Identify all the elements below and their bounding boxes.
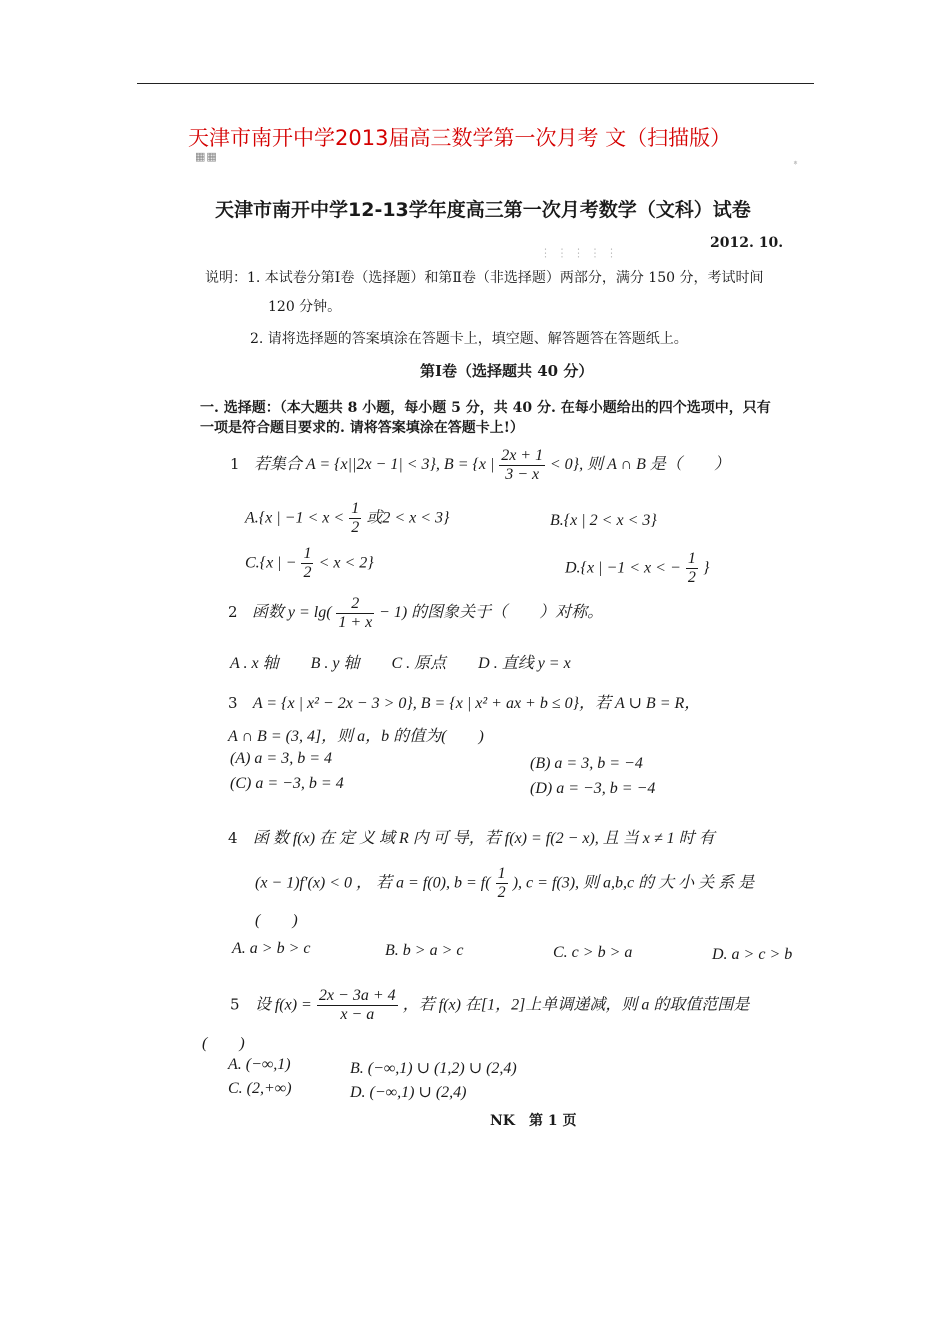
option-d: (D) a = −3, b = −4 — [530, 780, 656, 797]
option-b: B. (−∞,1) ∪ (1,2) ∪ (2,4) — [350, 1060, 517, 1077]
exam-note-1: 说明：1. 本试卷分第Ⅰ卷（选择题）和第Ⅱ卷（非选择题）两部分，满分 150 分，考试时间 — [205, 270, 764, 286]
option-d: D. (−∞,1) ∪ (2,4) — [350, 1084, 467, 1101]
fraction: $\frac{1}{2}$ — [497, 865, 506, 901]
option-a: A. a > b > c — [232, 940, 311, 957]
question-5: 5 设 f(x) = $\frac{2x - 3a + 4}{x - a}$ ，若 f(x) 在[1，2]上单调递减，则 a 的取值范围是 — [230, 987, 750, 1023]
exam-date: 2012. 10. — [710, 235, 784, 251]
page-footer: NK 第 1 页 — [490, 1113, 577, 1129]
exam-note-2: 120 分钟。 — [268, 299, 342, 315]
fraction: $\frac{2x - 3a + 4}{x - a}$ — [318, 987, 396, 1023]
question-number: 1 — [230, 455, 240, 474]
option-d: D. a > c > b — [712, 946, 793, 963]
option-d: D.{x | −1 < x < − $\frac{1}{2}$ } — [565, 550, 710, 586]
scan-noise-mark: ▦▦ — [195, 150, 218, 163]
option-c: C.{x | − $\frac{1}{2}$ < x < 2} — [245, 545, 374, 581]
question-number: 3 — [228, 694, 238, 712]
question-2: 2 函数 y = lg( $\frac{2}{1 + x}$ − 1) 的图象关于（ ）对称。 — [228, 595, 604, 631]
document-title: 天津市南开中学2013届高三数学第一次月考 文（扫描版） — [188, 126, 732, 150]
option-b: (B) a = 3, b = −4 — [530, 755, 643, 772]
question-5-line-2: ( ) — [202, 1035, 245, 1052]
question-number: 4 — [228, 829, 238, 847]
fraction: $\frac{1}{2}$ — [351, 500, 360, 536]
question-4-line-3: ( ) — [255, 912, 298, 929]
question-3-line-2: A ∩ B = (3, 4]，则 a，b 的值为( ) — [228, 728, 484, 745]
question-number: 2 — [228, 603, 238, 622]
fraction: $\frac{2}{1 + x}$ — [338, 595, 373, 631]
scan-noise-mark: ﹡ — [790, 157, 802, 170]
instructions-line-1: 一. 选择题：（本大题共 8 小题，每小题 5 分，共 40 分. 在每小题给出的四个选项中，只有 — [200, 400, 771, 416]
question-4: 4 函 数 f(x) 在 定 义 域 R 内 可 导，若 f(x) = f(2 − x), 且 当 x ≠ 1 时 有 — [228, 829, 715, 847]
exam-title: 天津市南开中学12-13学年度高三第一次月考数学（文科）试卷 — [215, 199, 751, 221]
question-stem: < 0}, 则 A ∩ B 是（ ） — [549, 456, 730, 474]
option-a: (A) a = 3, b = 4 — [230, 750, 333, 767]
question-stem: 若集合 A = {x||2x − 1| < 3}, B = {x | — [253, 456, 495, 474]
question-3: 3 A = {x | x² − 2x − 3 > 0}, B = {x | x² + ax + b ≤ 0}，若 A ∪ B = R， — [228, 694, 701, 712]
option-a: A. (−∞,1) — [228, 1056, 291, 1073]
instructions-line-2: 一项是符合题目要求的. 请将答案填涂在答题卡上!） — [200, 420, 524, 436]
fraction: $\frac{1}{2}$ — [303, 545, 312, 581]
option-c: (C) a = −3, b = 4 — [230, 775, 344, 792]
question-number: 5 — [230, 995, 240, 1014]
option-c: C. (2,+∞) — [228, 1080, 292, 1097]
question-2-options: A . x 轴 B . y 轴 C . 原点 D . 直线 y = x — [230, 655, 571, 672]
fraction: $\frac{2x + 1}{3 - x}$ — [501, 447, 544, 483]
exam-note-3: 2. 请将选择题的答案填涂在答题卡上，填空题、解答题答在答题纸上。 — [250, 331, 688, 347]
option-c: C. c > b > a — [553, 944, 633, 961]
option-b: B. b > a > c — [385, 942, 464, 959]
header-rule — [137, 83, 814, 84]
scan-noise-mark: ︙ ︙ ︙ ︙ ︙ — [540, 247, 618, 260]
scanned-exam-page — [190, 150, 855, 1135]
fraction: $\frac{1}{2}$ — [687, 550, 696, 586]
option-a: A.{x | −1 < x < $\frac{1}{2}$ 或2 < x < 3} — [245, 500, 450, 536]
option-b: B.{x | 2 < x < 3} — [550, 512, 657, 529]
question-1 — [230, 447, 730, 483]
question-4-line-2: (x − 1)f′(x) < 0 ， 若 a = f(0), b = f( $\frac{1}{2}$ ), c = f(3), 则 a,b,c 的 大 小 关 系 是 — [255, 865, 755, 901]
section-title: 第Ⅰ卷（选择题共 40 分） — [420, 362, 594, 380]
